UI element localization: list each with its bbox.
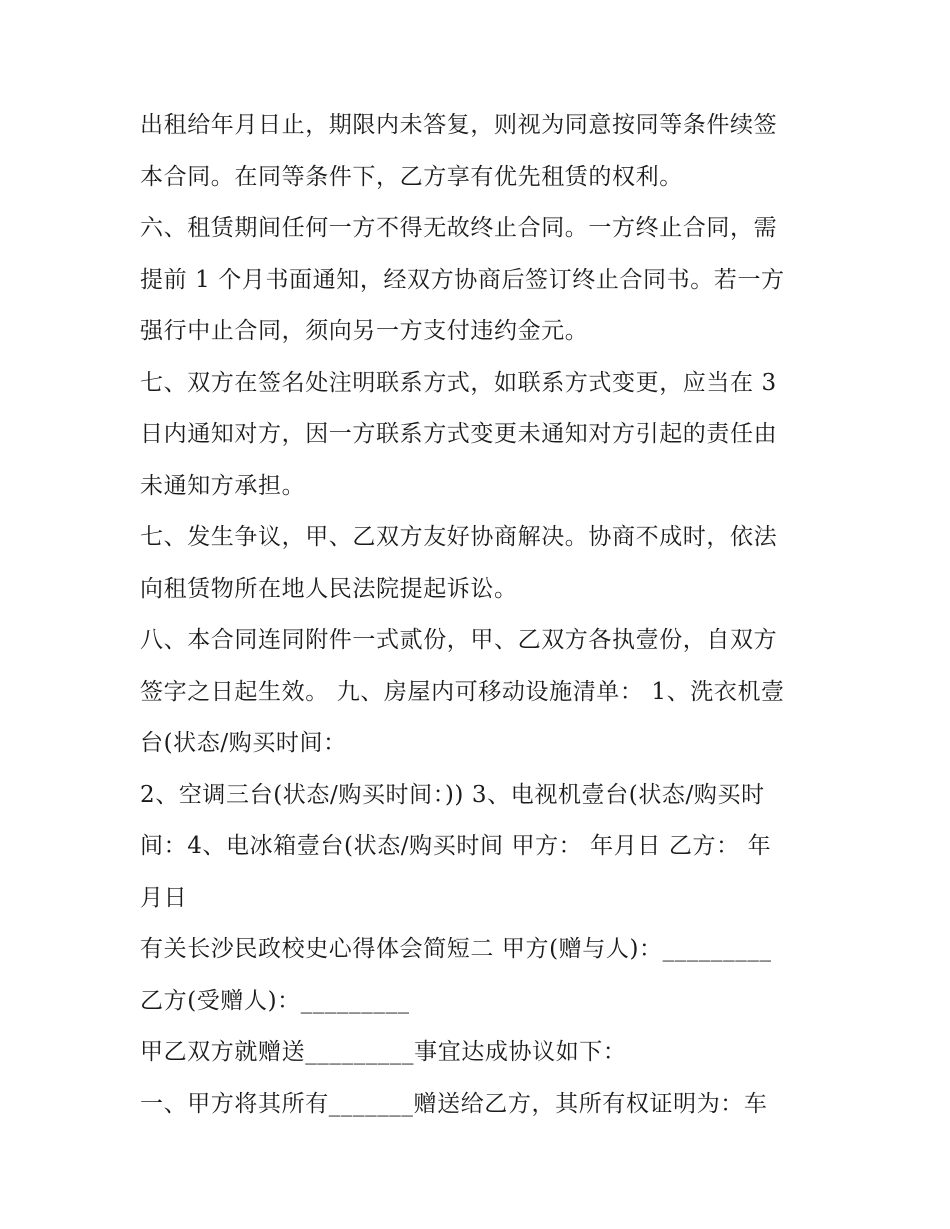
text-line: 提前 1 个月书面通知，经双方协商后签订终止合同书。若一方: [140, 266, 785, 293]
text-line: 乙方(受赠人)：_________: [140, 987, 410, 1014]
text-line: 台(状态/购买时间：: [140, 730, 347, 756]
text-line: 日内通知对方，因一方联系方式变更未通知对方引起的责任由: [140, 421, 778, 447]
text-line: 七、发生争议，甲、乙双方友好协商解决。协商不成时，依法: [140, 524, 778, 550]
text-line: 签字之日起生效。 九、房屋内可移动设施清单： 1、洗衣机壹: [140, 678, 785, 705]
text-line: 一、甲方将其所有_______赠送给乙方，其所有权证明为：车: [140, 1090, 768, 1117]
document-body: [140, 100, 812, 1130]
text-line: 间：4、电冰箱壹台(状态/购买时间 甲方： 年月日 乙方： 年: [140, 833, 772, 859]
text-line: 2、空调三台(状态/购买时间：)) 3、电视机壹台(状态/购买时: [140, 781, 765, 808]
text-line: 八、本合同连同附件一式贰份，甲、乙双方各执壹份，自双方: [140, 627, 778, 653]
text-line: 出租给年月日止，期限内未答复，则视为同意按同等条件续签: [140, 112, 778, 138]
text-line: 有关长沙民政校史心得体会简短二 甲方(赠与人)：_________: [140, 936, 772, 962]
text-line: 未通知方承担。: [140, 472, 306, 499]
text-line: 七、双方在签名处注明联系方式，如联系方式变更，应当在 3: [140, 369, 777, 396]
text-line: 六、租赁期间任何一方不得无故终止合同。一方终止合同，需: [140, 215, 778, 241]
text-line: 向租赁物所在地人民法院提起诉讼。: [140, 575, 518, 602]
text-line: 本合同。在同等条件下，乙方享有优先租赁的权利。: [140, 163, 683, 190]
text-line: 甲乙双方就赠送_________事宜达成协议如下：: [140, 1039, 627, 1065]
text-line: 月日: [140, 884, 188, 911]
text-line: 强行中止合同，须向另一方支付违约金元。: [140, 318, 589, 344]
